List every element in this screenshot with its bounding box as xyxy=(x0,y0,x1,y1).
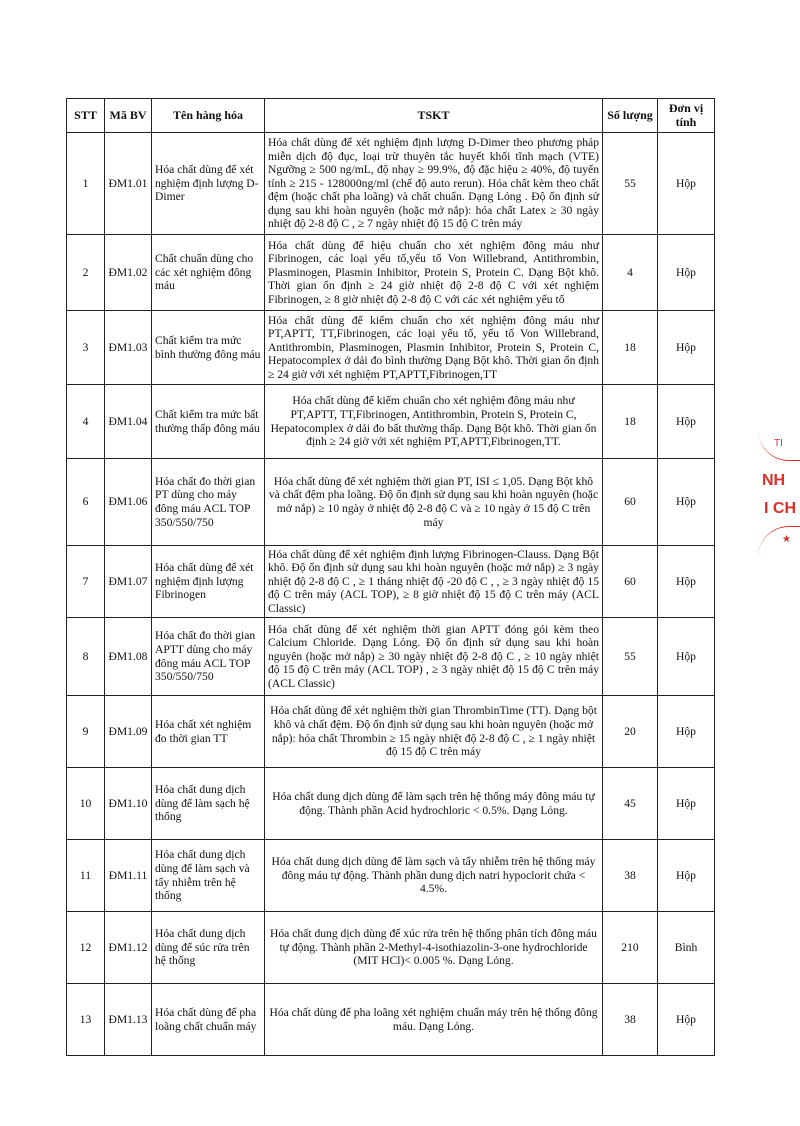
cell-ten: Chất kiểm tra mức bất thường thấp đông máu xyxy=(152,385,265,459)
cell-so-luong: 55 xyxy=(603,133,658,235)
cell-don-vi: Hộp xyxy=(658,984,715,1056)
header-stt: STT xyxy=(67,99,105,133)
table-row xyxy=(67,385,715,459)
cell-tskt: Hóa chất dùng để hiệu chuẩn cho xét nghiệm đông máu như Fibrinogen, các loại yếu tố,yếu tố Von Willebrand, Antithrombin, Plasminogen, Plasmin Inhibitor, Protein S, Protein C. Dạng Bột khô. Thời gian ổn định ≥ 24 giờ nhiệt độ 2-8 độ C với xét nghiệm Fibrinogen, ≥ 8 giờ nhiệt độ 2-8 độ C với các xét nghiệm yếu tố xyxy=(265,235,603,311)
cell-don-vi: Hộp xyxy=(658,546,715,618)
header-ten-hang-hoa: Tên hàng hóa xyxy=(152,99,265,133)
cell-ten: Chất kiểm tra mức bình thường đông máu xyxy=(152,311,265,385)
header-don-vi-tinh: Đơn vị tính xyxy=(658,99,715,133)
cell-stt: 12 xyxy=(67,912,105,984)
cell-stt: 1 xyxy=(67,133,105,235)
header-tskt: TSKT xyxy=(265,99,603,133)
cell-ten: Hóa chất đo thời gian APTT dùng cho máy đông máu ACL TOP 350/550/750 xyxy=(152,618,265,696)
cell-stt: 11 xyxy=(67,840,105,912)
cell-stt: 4 xyxy=(67,385,105,459)
cell-don-vi: Hộp xyxy=(658,235,715,311)
cell-so-luong: 55 xyxy=(603,618,658,696)
cell-ten: Hóa chất đo thời gian PT dùng cho máy đông máu ACL TOP 350/550/750 xyxy=(152,459,265,546)
cell-ma-bv: ĐM1.13 xyxy=(105,984,152,1056)
cell-stt: 3 xyxy=(67,311,105,385)
cell-don-vi: Hộp xyxy=(658,840,715,912)
cell-tskt: Hóa chất dùng để kiểm chuẩn cho xét nghiệm đông máu như PT,APTT, TT,Fibrinogen, các loại yếu tố, yếu tố Von Willebrand, Antithrombin, Plasminogen, Plasmin Inhibitor, Protein S, Protein C, Hepatocomplex ở dải đo bình thường Dạng Bột khô. Thời gian ổn định ≥ 24 giờ với xét nghiệm PT,APTT,Fibrinogen,TT xyxy=(265,311,603,385)
cell-ma-bv: ĐM1.10 xyxy=(105,768,152,840)
table-row xyxy=(67,840,715,912)
cell-ma-bv: ĐM1.01 xyxy=(105,133,152,235)
cell-stt: 9 xyxy=(67,696,105,768)
cell-don-vi: Hộp xyxy=(658,768,715,840)
cell-ma-bv: ĐM1.07 xyxy=(105,546,152,618)
table-row xyxy=(67,459,715,546)
cell-don-vi: Hộp xyxy=(658,385,715,459)
table-row xyxy=(67,235,715,311)
cell-tskt: Hóa chất dùng để pha loãng xét nghiệm chuẩn máy trên hệ thống đông máu. Dạng Lỏng. xyxy=(265,984,603,1056)
header-so-luong: Số lượng xyxy=(603,99,658,133)
cell-ten: Hóa chất dung dịch dùng để súc rửa trên hệ thống xyxy=(152,912,265,984)
star-icon: ★ xyxy=(782,534,791,545)
stamp-text-middle: NH xyxy=(762,472,786,489)
table-row xyxy=(67,984,715,1056)
cell-so-luong: 60 xyxy=(603,459,658,546)
cell-so-luong: 38 xyxy=(603,984,658,1056)
table-row xyxy=(67,768,715,840)
cell-so-luong: 18 xyxy=(603,311,658,385)
cell-tskt: Hóa chất dùng để xét nghiệm thời gian PT, ISI ≤ 1,05. Dạng Bột khô và chất đệm pha loãng. Độ ổn định sử dụng sau khi hoàn nguyên (hoặc mở nắp) ≥ 10 ngày ở nhiệt độ 2-8 độ C và ≥ 10 ngày ở 15 độ C trên máy xyxy=(265,459,603,546)
cell-tskt: Hóa chất dung dịch dùng để xúc rửa trên hệ thống phân tích đông máu tự động. Thành phần 2-Methyl-4-isothiazolin-3-one hydrochloride (MIT HCl)< 0.005 %. Dạng Lỏng. xyxy=(265,912,603,984)
cell-don-vi: Hộp xyxy=(658,133,715,235)
table-row xyxy=(67,912,715,984)
cell-ma-bv: ĐM1.12 xyxy=(105,912,152,984)
cell-so-luong: 4 xyxy=(603,235,658,311)
cell-don-vi: Hộp xyxy=(658,618,715,696)
header-row xyxy=(67,99,715,133)
cell-ten: Hóa chất dung dịch dùng để làm sạch hệ thống xyxy=(152,768,265,840)
cell-tskt: Hóa chất dùng để xét nghiệm thời gian APTT đóng gói kèm theo Calcium Chloride. Dạng Lỏng. Độ ổn định sử dụng sau khi hoàn nguyên (hoặc mở nắp) ≥ 30 ngày nhiệt độ 2-8 độ C , ≥ 10 ngày nhiệt độ 15 độ C trên máy (ACL TOP) , ≥ 3 ngày nhiệt độ 15 độ C trên máy (ACL Classic) xyxy=(265,618,603,696)
cell-stt: 10 xyxy=(67,768,105,840)
cell-ma-bv: ĐM1.06 xyxy=(105,459,152,546)
cell-ten: Hóa chất dùng để xét nghiệm định lượng Fibrinogen xyxy=(152,546,265,618)
cell-ten: Chất chuẩn dùng cho các xét nghiệm đông máu xyxy=(152,235,265,311)
cell-ma-bv: ĐM1.04 xyxy=(105,385,152,459)
cell-tskt: Hóa chất dùng để xét nghiệm định lượng Fibrinogen-Clauss. Dạng Bột khô. Độ ổn định sử dụng sau khi hoàn nguyên (hoặc mở nắp) ≥ 3 ngày nhiệt độ 2-8 độ C , ≥ 1 tháng nhiệt độ -20 độ C , , ≥ 3 ngày nhiệt độ 15 độ C trên máy (ACL TOP), ≥ 8 giờ nhiệt độ 15 độ C trên máy (ACL Classic) xyxy=(265,546,603,618)
table-row xyxy=(67,311,715,385)
cell-stt: 6 xyxy=(67,459,105,546)
table-row xyxy=(67,618,715,696)
cell-ma-bv: ĐM1.02 xyxy=(105,235,152,311)
product-spec-table xyxy=(66,98,715,1056)
cell-stt: 2 xyxy=(67,235,105,311)
cell-so-luong: 45 xyxy=(603,768,658,840)
cell-don-vi: Hộp xyxy=(658,311,715,385)
cell-ten: Hóa chất xét nghiệm đo thời gian TT xyxy=(152,696,265,768)
table-row xyxy=(67,696,715,768)
cell-ten: Hóa chất dùng để xét nghiệm định lượng D-Dimer xyxy=(152,133,265,235)
red-seal-stamp xyxy=(760,430,800,570)
cell-ten: Hóa chất dung dịch dùng để làm sạch và tẩy nhiễm trên hệ thống xyxy=(152,840,265,912)
header-ma-bv: Mã BV xyxy=(105,99,152,133)
cell-don-vi: Bình xyxy=(658,912,715,984)
cell-tskt: Hóa chất dùng để xét nghiệm định lượng D-Dimer theo phương pháp miễn dịch độ đục, loại trừ thuyên tắc huyết khối tĩnh mạch (VTE) Ngưỡng ≥ 500 ng/mL, độ nhạy ≥ 99.9%, độ đặc hiệu ≥ 40%, độ tuyến tính ≥ 215 - 128000ng/ml (chế độ auto rerun). Hóa chất kèm theo chất đệm (hoặc chất pha loãng) và chất chuẩn. Dạng Lỏng . Độ ổn định sử dụng sau khi hoàn nguyên (hoặc mở nắp): hóa chất Latex ≥ 30 ngày nhiệt độ 2-8 độ C , ≥ 7 ngày nhiệt độ 15 độ C trên máy xyxy=(265,133,603,235)
cell-so-luong: 18 xyxy=(603,385,658,459)
cell-ten: Hóa chất dùng để pha loãng chất chuẩn máy xyxy=(152,984,265,1056)
cell-ma-bv: ĐM1.08 xyxy=(105,618,152,696)
cell-tskt: Hóa chất dung dịch dùng để làm sạch và tẩy nhiễm trên hệ thống máy đông máu tự động. Thành phần dung dịch natri hypoclorit chứa < 4.5%. xyxy=(265,840,603,912)
cell-so-luong: 20 xyxy=(603,696,658,768)
table-row xyxy=(67,546,715,618)
cell-so-luong: 38 xyxy=(603,840,658,912)
cell-tskt: Hóa chất dùng để kiểm chuẩn cho xét nghiệm đông máu như PT,APTT, TT,Fibrinogen, Antithrombin, Protein S, Protein C, Hepatocomplex ở dải đo bất thường thấp. Dạng Bột khô. Thời gian ổn định ≥ 24 giờ với xét nghiệm PT,APTT,Fibrinogen,TT. xyxy=(265,385,603,459)
cell-ma-bv: ĐM1.11 xyxy=(105,840,152,912)
stamp-arc-bottom xyxy=(758,526,800,557)
cell-don-vi: Hộp xyxy=(658,696,715,768)
cell-stt: 7 xyxy=(67,546,105,618)
cell-stt: 8 xyxy=(67,618,105,696)
stamp-text-lower: I CH xyxy=(764,500,796,517)
cell-ma-bv: ĐM1.03 xyxy=(105,311,152,385)
cell-so-luong: 210 xyxy=(603,912,658,984)
stamp-text-top: TI xyxy=(774,438,783,449)
cell-tskt: Hóa chất dung dịch dùng để làm sạch trên hệ thống máy đông máu tự động. Thành phần Acid hydrochloric < 0.5%. Dạng Lỏng. xyxy=(265,768,603,840)
cell-stt: 13 xyxy=(67,984,105,1056)
cell-don-vi: Hộp xyxy=(658,459,715,546)
table-row xyxy=(67,133,715,235)
cell-ma-bv: ĐM1.09 xyxy=(105,696,152,768)
cell-so-luong: 60 xyxy=(603,546,658,618)
cell-tskt: Hóa chất dùng để xét nghiệm thời gian ThrombinTime (TT). Dạng bột khô và chất đệm. Độ ổn định sử dụng sau khi hoàn nguyên (hoặc mở nắp): hóa chất Thrombin ≥ 15 ngày nhiệt độ 2-8 độ C , ≥ 1 ngày nhiệt độ 15 độ C trên máy xyxy=(265,696,603,768)
